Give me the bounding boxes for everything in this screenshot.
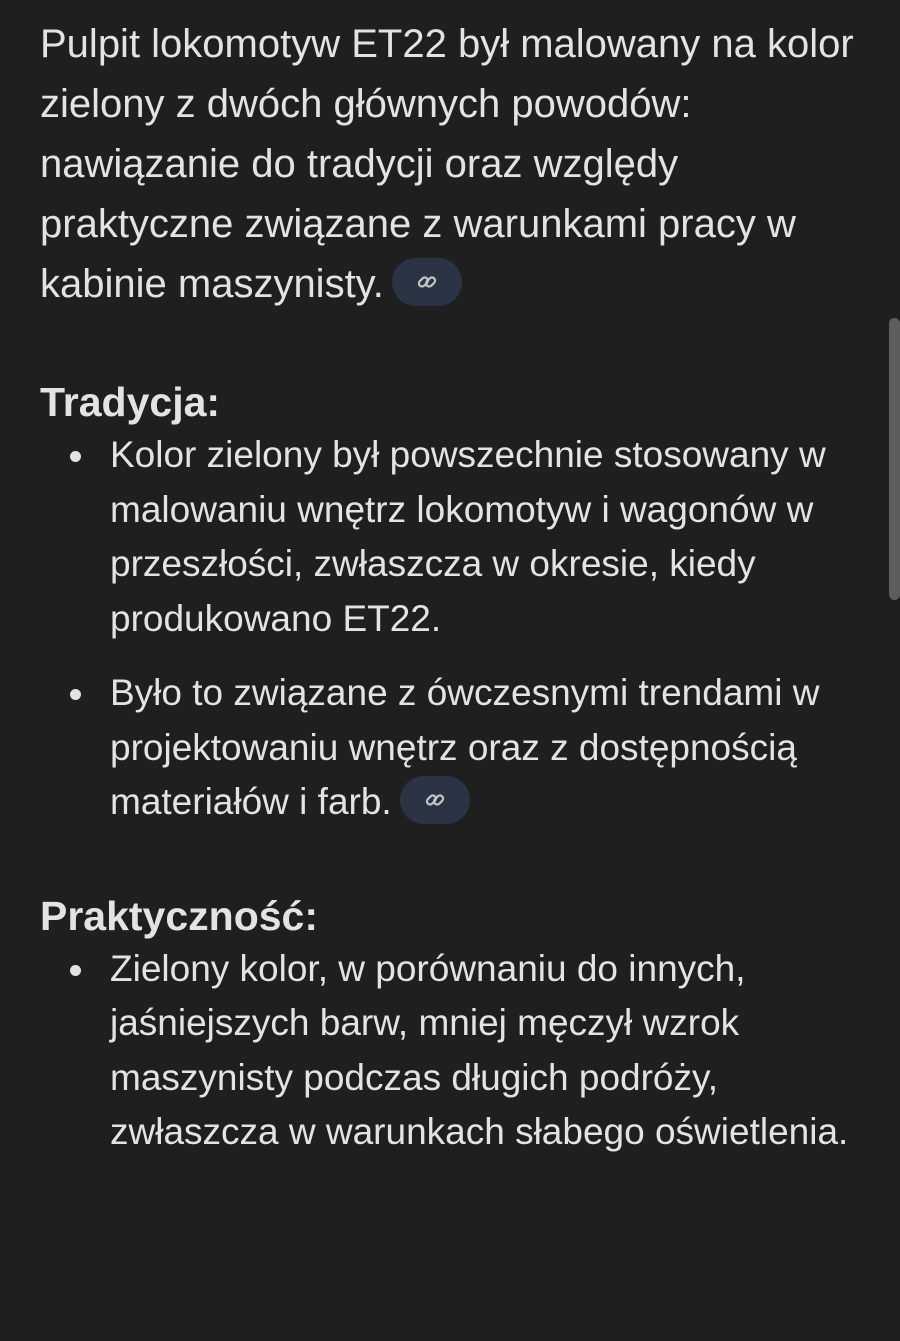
list-item bbox=[40, 428, 870, 646]
intro-text: Pulpit lokomotyw ET22 był malowany na kolor zielony z dwóch głównych powodów: nawiązanie do tradycji oraz względy praktyczne związane z warunkami pracy w kabinie maszynisty. bbox=[40, 22, 854, 306]
section-heading-praktycznosc: Praktyczność: bbox=[40, 892, 319, 939]
bullet-icon bbox=[70, 965, 81, 976]
source-link-chip[interactable] bbox=[400, 776, 470, 824]
scrollbar-thumb[interactable] bbox=[889, 318, 900, 600]
list-item-text: Było to związane z ówczesnymi trendami w projektowaniu wnętrz oraz z dostępnością materiałów i farb. bbox=[110, 672, 820, 822]
bullet-icon bbox=[70, 689, 81, 700]
link-icon bbox=[416, 271, 438, 293]
bullet-list-praktycznosc bbox=[40, 942, 870, 1160]
bullet-list-tradycja bbox=[40, 428, 870, 830]
list-item-text: Kolor zielony był powszechnie stosowany w malowaniu wnętrz lokomotyw i wagonów w przeszłości, zwłaszcza w okresie, kiedy produkowano ET22. bbox=[110, 434, 826, 639]
source-link-chip[interactable] bbox=[392, 258, 462, 306]
list-item-text: Zielony kolor, w porównaniu do innych, jaśniejszych barw, mniej męczył wzrok maszynisty podczas długich podróży, zwłaszcza w warunkach słabego oświetlenia. bbox=[110, 947, 849, 1152]
bullet-icon bbox=[70, 451, 81, 462]
list-item bbox=[40, 942, 870, 1160]
response-content bbox=[40, 14, 870, 1160]
intro-paragraph bbox=[40, 14, 870, 314]
section-heading-tradycja: Tradycja: bbox=[40, 379, 221, 425]
list-item bbox=[40, 666, 870, 830]
link-icon bbox=[424, 789, 446, 811]
